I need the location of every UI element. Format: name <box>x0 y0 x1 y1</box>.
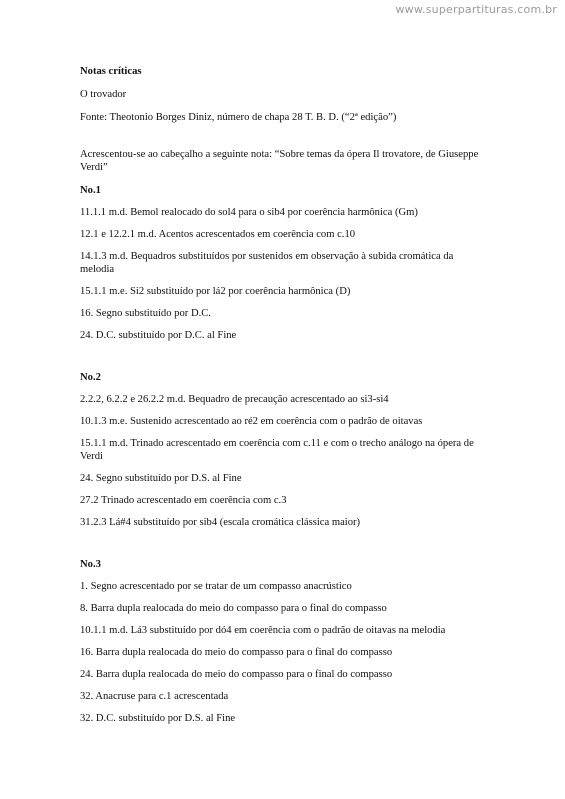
header-note: Acrescentou-se ao cabeçalho a seguinte nota: “Sobre temas da ópera Il trovatore, de Giuseppe Verdi” <box>80 149 479 173</box>
critical-note: 2.2.2, 6.2.2 e 26.2.2 m.d. Bequadro de precaução acrescentado ao si3-si4 <box>80 394 389 405</box>
critical-note: 31.2.3 Lá#4 substituído por sib4 (escala cromática clássica maior) <box>80 517 361 528</box>
site-watermark: www.superpartituras.com.br <box>395 3 557 16</box>
section-1 <box>80 184 490 342</box>
critical-note: 11.1.1 m.d. Bemol realocado do sol4 para o sib4 por coerência harmônica (Gm) <box>80 207 418 218</box>
critical-note: 15.1.1 m.e. Si2 substituído por lá2 por coerência harmônica (D) <box>80 286 351 297</box>
critical-note: 24. Barra dupla realocada do meio do compasso para o final do compasso <box>80 669 393 680</box>
critical-note: 16. Segno substituído por D.C. <box>80 308 211 319</box>
section-3 <box>80 558 490 725</box>
spacer <box>80 134 490 148</box>
critical-note: 8. Barra dupla realocada do meio do compasso para o final do compasso <box>80 603 387 614</box>
critical-note: 1. Segno acrescentado por se tratar de um compasso anacrústico <box>80 581 352 592</box>
section-heading: No.1 <box>80 185 101 196</box>
section-heading: No.3 <box>80 559 101 570</box>
critical-note: 10.1.1 m.d. Lá3 substituído por dó4 em coerência com o padrão de oitavas na melodia <box>80 625 446 636</box>
sections-container <box>80 184 490 725</box>
critical-note: 24. D.C. substituído por D.C. al Fine <box>80 330 237 341</box>
source-line: Fonte: Theotonio Borges Diniz, número de chapa 28 T. B. D. (“2ª edição”) <box>80 112 397 123</box>
critical-note: 24. Segno substituído por D.S. al Fine <box>80 473 242 484</box>
critical-note: 14.1.3 m.d. Bequadros substituídos por sustenidos em observação à subida cromática da melodia <box>80 251 454 275</box>
work-title: O trovador <box>80 89 127 100</box>
critical-note: 15.1.1 m.d. Trinado acrescentado em coerência com c.11 e com o trecho análogo na ópera de Verdi <box>80 438 474 462</box>
section-2 <box>80 371 490 529</box>
document-title: Notas críticas <box>80 66 142 77</box>
document-page <box>80 65 490 734</box>
critical-note: 32. Anacruse para c.1 acrescentada <box>80 691 229 702</box>
critical-note: 27.2 Trinado acrescentado em coerência com c.3 <box>80 495 287 506</box>
critical-note: 10.1.3 m.e. Sustenido acrescentado ao ré2 em coerência com o padrão de oitavas <box>80 416 423 427</box>
critical-note: 12.1 e 12.2.1 m.d. Acentos acrescentados em coerência com c.10 <box>80 229 356 240</box>
critical-note: 32. D.C. substituído por D.S. al Fine <box>80 713 236 724</box>
section-spacer <box>80 538 490 558</box>
critical-note: 16. Barra dupla realocada do meio do compasso para o final do compasso <box>80 647 393 658</box>
section-spacer <box>80 351 490 371</box>
section-heading: No.2 <box>80 372 101 383</box>
